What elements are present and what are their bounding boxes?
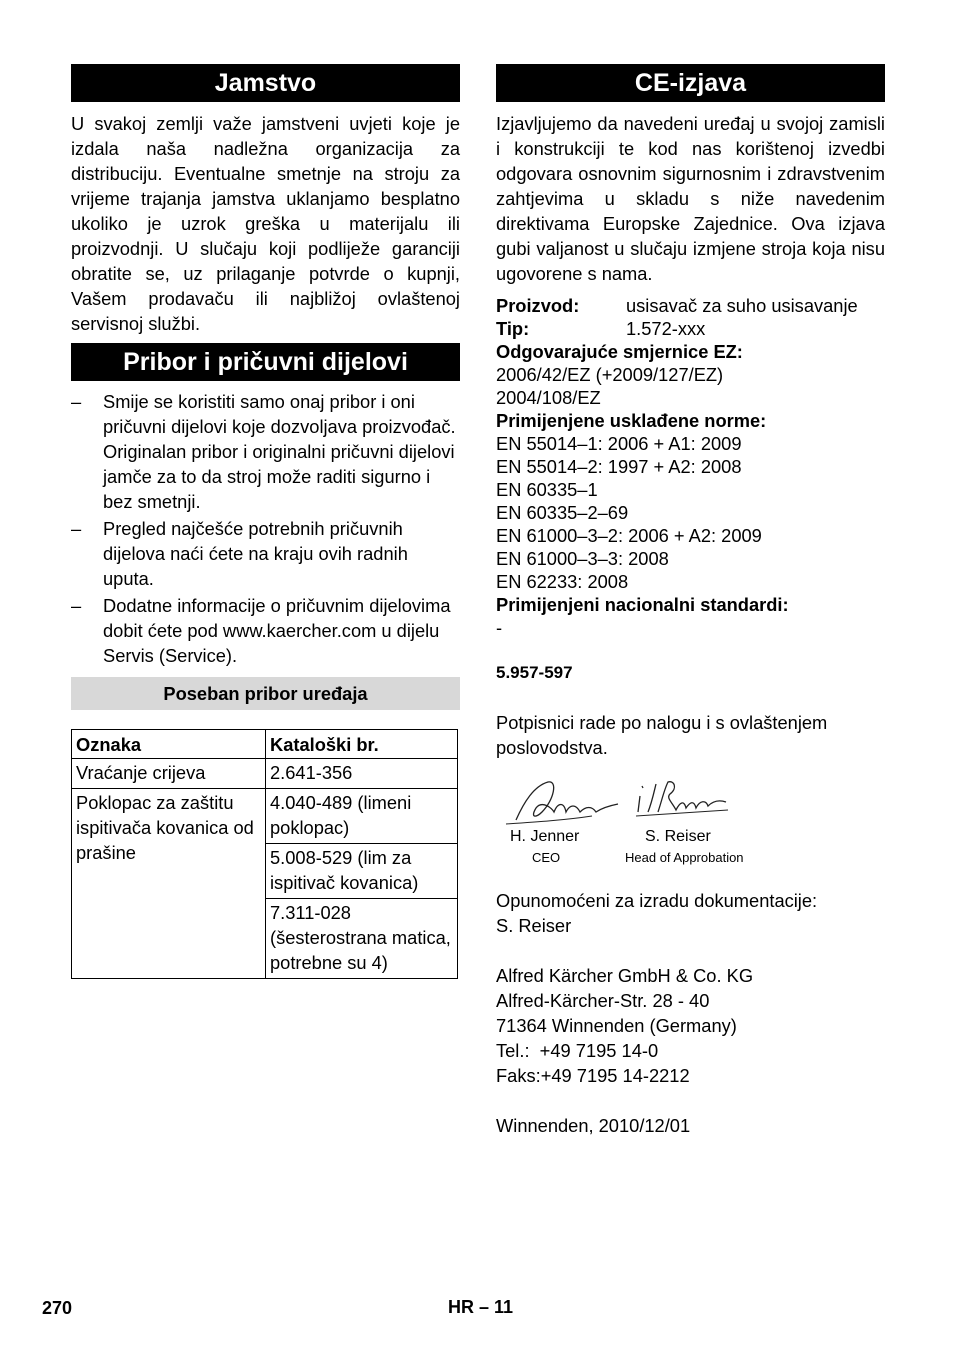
document-number: 5.957-597 (496, 663, 573, 682)
authorized-label: Opunomoćeni za izradu dokumentacije: (496, 890, 818, 911)
table-header-oznaka: Oznaka (72, 730, 266, 759)
signatures-image (496, 772, 756, 834)
list-item: – Pregled najčešće potrebnih pričuvnih dijelova naći ćete na kraju ovih radnih uputa. (71, 518, 408, 589)
pribor-list (71, 389, 460, 668)
directives-label: Odgovarajuće smjernice EZ: (496, 341, 743, 362)
norm-item: EN 60335–2–69 (496, 502, 629, 523)
list-item: – Smije se koristiti samo onaj pribor i oni pričuvni dijelovi koje dozvoljava proizvođač. Originalan pribor i originalni pričuvni dijelovi jamče za to da stroj može raditi sigurno i bez smetnji. (71, 391, 456, 512)
place-date: Winnenden, 2010/12/01 (496, 1115, 691, 1136)
ce-spec (496, 294, 885, 639)
table-cell: 7.311-028 (šesterostrana matica, potrebne su 4) (266, 899, 458, 979)
pribor-heading: Pribor i pričuvni dijelovi (71, 343, 460, 381)
telephone: Tel.: +49 7195 14-0 (496, 1040, 659, 1061)
norm-item: EN 61000–3–3: 2008 (496, 548, 669, 569)
national-label: Primijenjeni nacionalni standardi: (496, 594, 789, 615)
page-number: 270 (42, 1298, 73, 1318)
jamstvo-heading: Jamstvo (71, 64, 460, 102)
table-cell: 2.641-356 (266, 759, 458, 789)
norm-item: EN 55014–1: 2006 + A1: 2009 (496, 433, 742, 454)
signer2-role: Head of Approbation (625, 850, 744, 865)
norms-label: Primijenjene usklađene norme: (496, 410, 767, 431)
directive-item: 2006/42/EZ (+2009/127/EZ) (496, 364, 724, 385)
ce-heading: CE-izjava (496, 64, 885, 102)
dash-bullet: – (71, 595, 82, 616)
accessories-table (71, 729, 458, 979)
table-header-row (72, 730, 458, 759)
product-value: usisavač za suho usisavanje (626, 295, 858, 316)
table-row (72, 789, 458, 844)
signer2-name: S. Reiser (645, 828, 711, 845)
product-label: Proizvod: (496, 295, 580, 316)
dash-bullet: – (71, 518, 82, 539)
company-name: Alfred Kärcher GmbH & Co. KG (496, 965, 754, 986)
poseban-heading: Poseban pribor uređaja (71, 677, 460, 710)
signature-block (496, 772, 885, 865)
directive-item: 2004/108/EZ (496, 387, 601, 408)
list-item: – Dodatne informacije o pričuvnim dijelovima dobit ćete pod www.kaercher.com u dijelu Servis (Service). (71, 595, 451, 666)
type-value: 1.572-xxx (626, 318, 706, 339)
table-cell: Poklopac za zaštitu ispitivača kovanica od prašine (72, 789, 266, 979)
authorized-name: S. Reiser (496, 915, 572, 936)
type-label: Tip: (496, 318, 530, 339)
left-column (71, 64, 460, 979)
norm-item: EN 55014–2: 1997 + A2: 2008 (496, 456, 742, 477)
table-cell: Vraćanje crijeva (72, 759, 266, 789)
address-block (496, 963, 885, 1088)
ce-intro: Izjavljujemo da navedeni uređaj u svojoj zamisli i konstrukciji te kod nas korištenoj izvedbi odgovara osnovnim sigurnosnim i zdravstvenim zahtjevima u skladu s niže navedenim direktivama Europske Zajednice. Ova izjava gubi valjanost u slučaju izmjene stroja koja nisu ugovorene s nama. (496, 113, 885, 284)
language-page-label: HR – 11 (448, 1297, 514, 1317)
dash-bullet: – (71, 391, 82, 412)
street-address: Alfred-Kärcher-Str. 28 - 40 (496, 990, 710, 1011)
national-value: - (496, 617, 503, 638)
table-cell: 5.008-529 (lim za ispitivač kovanica) (266, 844, 458, 899)
norm-item: EN 60335–1 (496, 479, 598, 500)
signer1-role: CEO (532, 850, 561, 865)
table-header-katalog: Kataloški br. (266, 730, 458, 759)
norm-item: EN 61000–3–2: 2006 + A2: 2009 (496, 525, 762, 546)
table-cell: 4.040-489 (limeni poklopac) (266, 789, 458, 844)
authorized-block (496, 888, 885, 938)
signer1-name: H. Jenner (510, 828, 580, 845)
fax: Faks:+49 7195 14-2212 (496, 1065, 690, 1086)
right-column (496, 64, 885, 1138)
jamstvo-text: U svakoj zemlji važe jamstveni uvjeti koje je izdala naša nadležna organizacija za distribuciju. Eventualne smetnje na stroju za vrijeme trajanja jamstva uklanjamo besplatno ukoliko je uzrok greška u materijalu ili proizvodnji. U slučaju koji podliježe garanciji obratite se, uz prilaganje potvrde o kupnji, Vašem prodavaču ili najbližoj ovlaštenoj servisnoj službi. (71, 113, 460, 334)
signatories-text: Potpisnici rade po nalogu i s ovlaštenjem poslovodstva. (496, 712, 828, 758)
norm-item: EN 62233: 2008 (496, 571, 629, 592)
city-address: 71364 Winnenden (Germany) (496, 1015, 737, 1036)
table-row (72, 759, 458, 789)
